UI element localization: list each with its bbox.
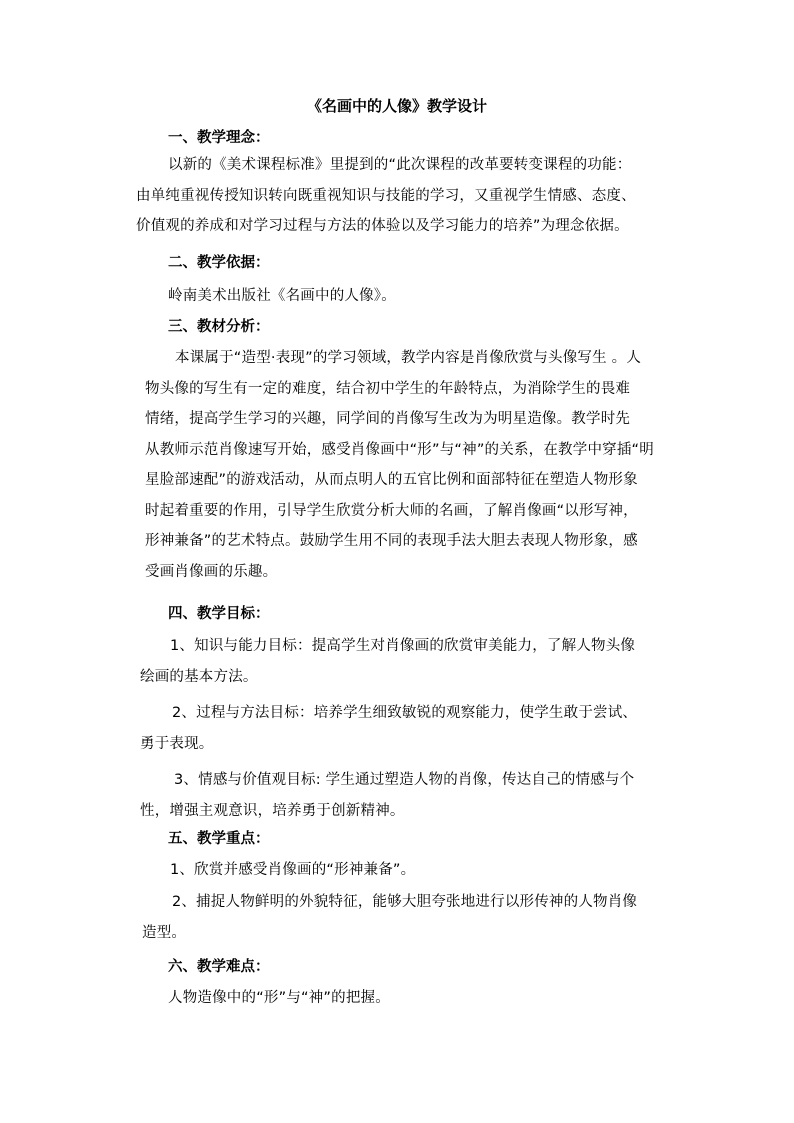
section-heading-key-points: 五、教学重点： [168,831,270,847]
key-point-1 [170,855,415,886]
text-line: 1、知识与能力目标：提高学生对肖像画的欣赏审美能力，了解人物头像 [170,638,636,654]
text-line: 岭南美术出版社《名画中的人像》。 [168,288,396,304]
goal-knowledge [140,631,636,692]
paragraph-difficulties [168,983,390,1014]
text-line: 从教师示范肖像速写开始，感受肖像画中“形”与“神”的关系，在教学中穿插“明 [145,441,654,458]
text-line: 形神兼备”的艺术特点。鼓励学生用不同的表现手法大胆去表现人物形象，感 [145,533,638,549]
paragraph-philosophy [136,150,636,242]
text-line: 造型。 [142,924,187,941]
key-point-2 [142,887,638,948]
text-line: 物头像的写生有一定的难度，结合初中学生的年龄特点，为消除学生的畏难 [145,380,631,397]
text-line: 情绪，提高学生学习的兴趣，同学间的肖像写生改为为明星造像。教学时先 [145,411,631,427]
document-title: 《名画中的人像》教学设计 [306,97,487,115]
text-line: 星脸部速配”的游戏活动，从而点明人的五官比例和面部特征在塑造人物形象 [145,472,638,488]
text-line: 2、过程与方法目标：培养学生细致敏锐的观察能力，使学生敢于尝试、 [172,705,638,721]
paragraph-material-analysis [145,343,654,587]
goal-process [140,698,638,759]
text-line: 性，增强主观意识，培养勇于创新精神。 [140,802,405,819]
text-line: 3、情感与价值观目标: 学生通过塑造人物的肖像，传达自己的情感与个 [174,772,635,788]
section-heading-philosophy: 一、教学理念： [168,130,270,146]
text-line: 1、欣赏并感受肖像画的“形神兼备”。 [170,862,416,878]
section-heading-material-analysis: 三、教材分析： [168,319,270,335]
text-line: 2、捕捉人物鲜明的外貌特征，能够大胆夸张地进行以形传神的人物肖像 [172,894,638,910]
text-line: 本课属于“造型·表现”的学习领域，教学内容是肖像欣赏与头像写生 。人 [175,350,642,366]
section-heading-basis: 二、教学依据： [168,255,270,271]
text-line: 由单纯重视传授知识转向既重视知识与技能的学习，又重视学生情感、态度、 [136,187,636,204]
paragraph-basis [168,281,396,312]
text-line: 价值观的养成和对学习过程与方法的体验以及学习能力的培养”为理念依据。 [136,218,629,234]
text-line: 勇于表现。 [140,735,214,752]
text-line: 受画肖像画的乐趣。 [145,563,278,580]
text-line: 以新的《美术课程标准》里提到的“此次课程的改革要转变课程的功能： [168,157,632,173]
text-line: 时起着重要的作用，引导学生欣赏分析大师的名画，了解肖像画“以形写神， [145,502,638,519]
goal-emotion [140,765,635,826]
text-line: 人物造像中的“形”与“神”的把握。 [168,990,390,1006]
section-heading-difficulties: 六、教学难点： [168,959,270,975]
section-heading-goals: 四、教学目标： [168,606,270,622]
text-line: 绘画的基本方法。 [140,668,258,685]
